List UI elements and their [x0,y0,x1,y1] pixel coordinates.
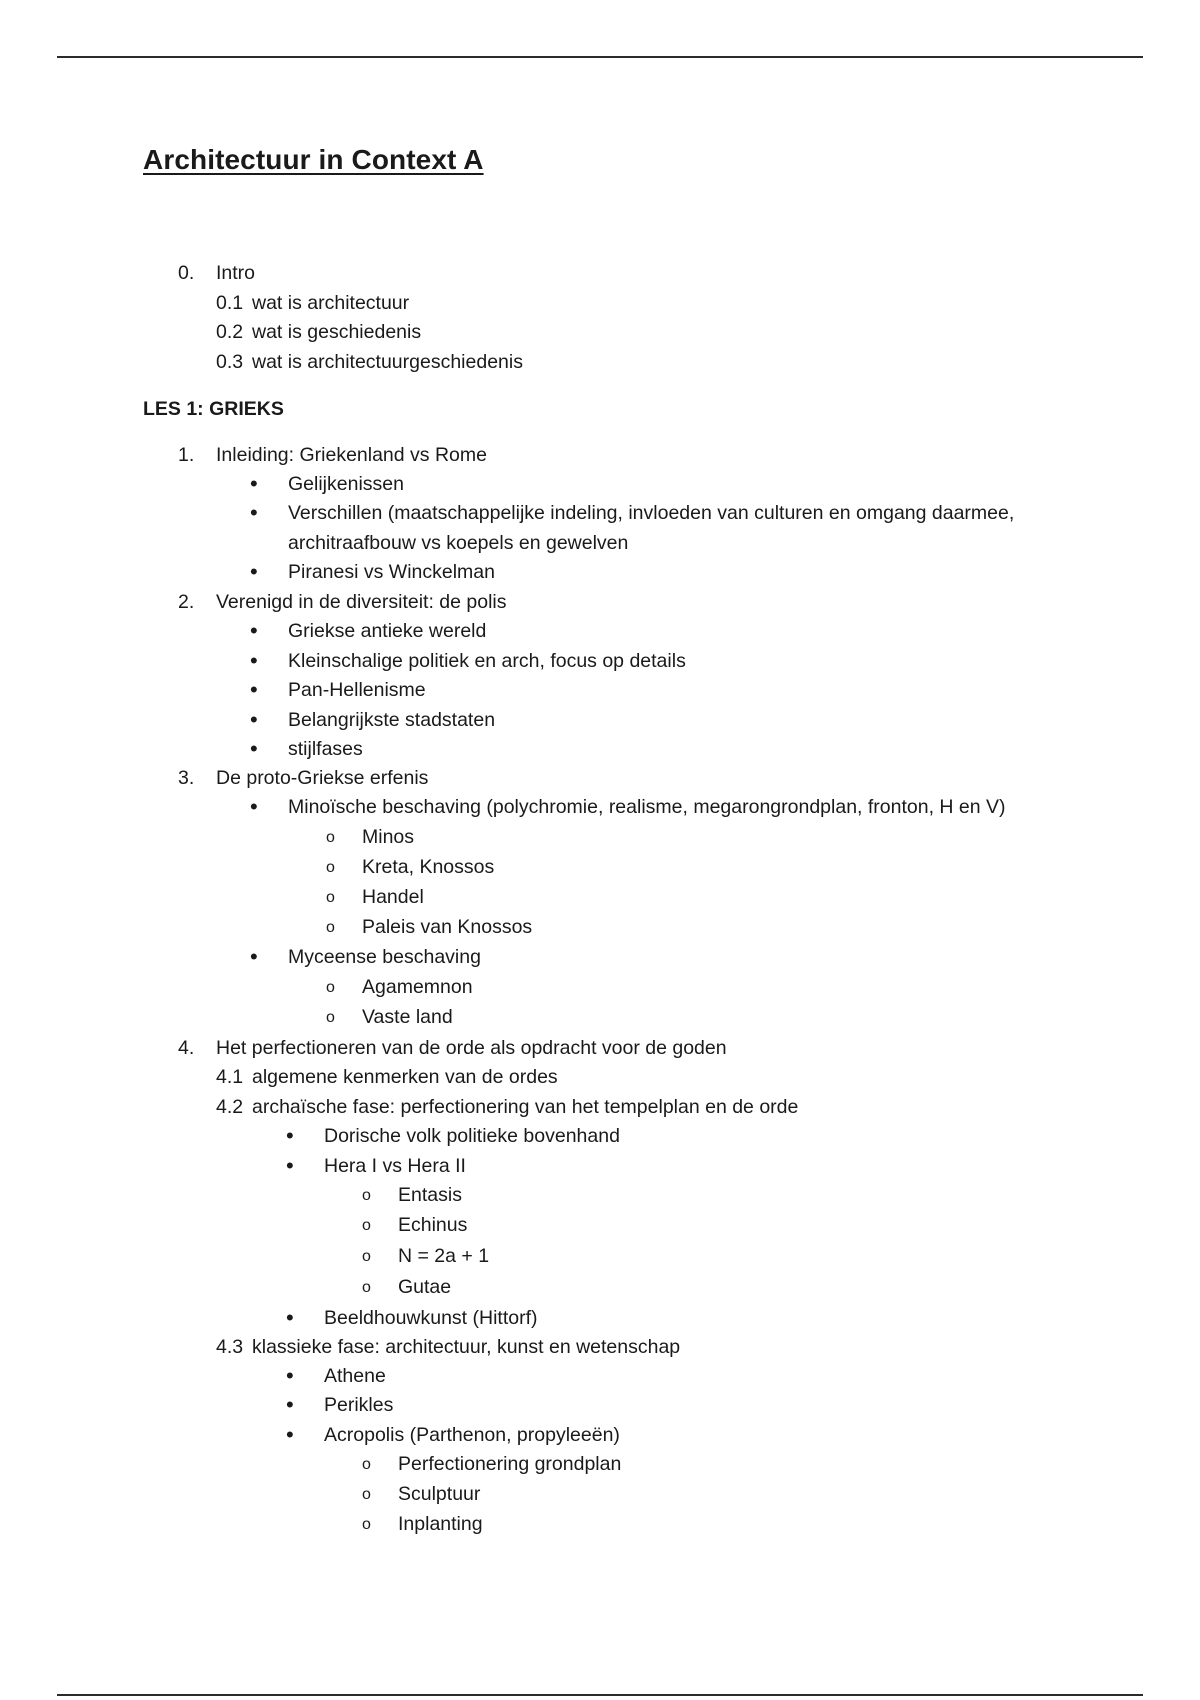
circle-marker: o [362,1516,371,1533]
item-text: algemene kenmerken van de ordes [252,1066,558,1088]
bullet-text: Hera I vs Hera II [324,1155,466,1177]
bullet-text: Athene [324,1365,386,1387]
bullet-marker: • [250,944,258,969]
bullet-marker: • [250,736,258,761]
circle-marker: o [362,1217,371,1234]
list-text: De proto-Griekse erfenis [216,767,429,789]
intro-item [216,319,422,345]
bullet-marker: • [286,1363,294,1388]
numbered-subitem [216,1334,681,1360]
list-text: Intro [216,262,256,284]
sub-bullet-text: Agamemnon [362,976,473,998]
bullet-text: Belangrijkste stadstaten [288,709,496,731]
sub-bullet-text: Perfectionering grondplan [398,1453,622,1475]
bullet-marker: • [286,1422,294,1447]
bullet-text: Dorische volk politieke bovenhand [324,1125,620,1147]
bullet-text: Myceense beschaving [288,946,481,968]
list-text: Verenigd in de diversiteit: de polis [216,591,507,613]
bullet-marker: • [250,559,258,584]
circle-marker: o [326,889,335,906]
circle-marker: o [362,1248,371,1265]
bullet-text: Verschillen (maatschappelijke indeling, invloeden van culturen en omgang daarmee, [288,502,1015,524]
item-text: wat is architectuurgeschiedenis [252,351,523,373]
sub-bullet-text: Paleis van Knossos [362,916,533,938]
item-text: klassieke fase: architectuur, kunst en wetenschap [252,1336,681,1358]
circle-marker: o [326,1009,335,1026]
bullet-text: Piranesi vs Winckelman [288,561,495,583]
header-rule [57,56,1143,58]
list-number: 1. [178,444,195,466]
bullet-marker: • [286,1153,294,1178]
bullet-text: Minoïsche beschaving (polychromie, realisme, megarongrondplan, fronton, H en V) [288,796,1006,818]
intro-item [216,349,523,375]
item-number: 0.2 [216,321,244,343]
circle-marker: o [326,859,335,876]
bullet-marker: • [250,500,258,525]
bullet-marker: • [286,1392,294,1417]
bullet-text: Beeldhouwkunst (Hittorf) [324,1307,538,1329]
circle-marker: o [362,1486,371,1503]
circle-marker: o [326,829,335,846]
circle-marker: o [326,919,335,936]
sub-bullet-text: Inplanting [398,1513,483,1535]
bullet-marker: • [250,471,258,496]
sub-bullet-text: Kreta, Knossos [362,856,495,878]
bullet-marker: • [250,677,258,702]
bullet-text: Griekse antieke wereld [288,620,487,642]
item-number: 4.1 [216,1066,244,1088]
circle-marker: o [362,1279,371,1296]
section-heading: LES 1: GRIEKS [143,398,284,420]
sub-bullet-text: Entasis [398,1184,462,1206]
list-text: Het perfectioneren van de orde als opdracht voor de goden [216,1037,727,1059]
list-text: Inleiding: Griekenland vs Rome [216,444,487,466]
list-number: 0. [178,262,195,284]
document-title: Architectuur in Context A [143,144,484,175]
bullet-text: Kleinschalige politiek en arch, focus op details [288,650,686,672]
sub-bullet-text: Vaste land [362,1006,453,1028]
bullet-text: stijlfases [288,738,363,760]
list-number: 4. [178,1037,195,1059]
bullet-marker: • [250,618,258,643]
item-number: 0.3 [216,351,244,373]
bullet-text: Pan-Hellenisme [288,679,426,701]
item-text: wat is architectuur [252,292,410,314]
bullet-text: Perikles [324,1394,394,1416]
sub-bullet-text: Handel [362,886,424,908]
item-number: 4.3 [216,1336,244,1358]
bullet-marker: • [250,794,258,819]
intro-item [216,290,410,316]
bullet-text-continuation: architraafbouw vs koepels en gewelven [288,532,629,554]
footer-rule [57,1694,1143,1696]
bullet-marker: • [286,1305,294,1330]
item-number: 4.2 [216,1096,244,1118]
list-number: 3. [178,767,195,789]
list-number: 2. [178,591,195,613]
item-text: wat is geschiedenis [252,321,422,343]
bullet-marker: • [250,707,258,732]
sub-bullet-text: N = 2a + 1 [398,1245,490,1267]
numbered-subitem [216,1064,558,1090]
sub-bullet-text: Echinus [398,1214,468,1236]
bullet-text: Acropolis (Parthenon, propyleeën) [324,1424,620,1446]
sub-bullet-text: Gutae [398,1276,452,1298]
bullet-text: Gelijkenissen [288,473,404,495]
item-text: archaïsche fase: perfectionering van het tempelplan en de orde [252,1096,799,1118]
circle-marker: o [362,1187,371,1204]
circle-marker: o [326,979,335,996]
sub-bullet-text: Minos [362,826,415,848]
bullet-marker: • [250,648,258,673]
circle-marker: o [362,1456,371,1473]
item-number: 0.1 [216,292,244,314]
sub-bullet-text: Sculptuur [398,1483,481,1505]
numbered-subitem [216,1094,799,1120]
bullet-marker: • [286,1123,294,1148]
